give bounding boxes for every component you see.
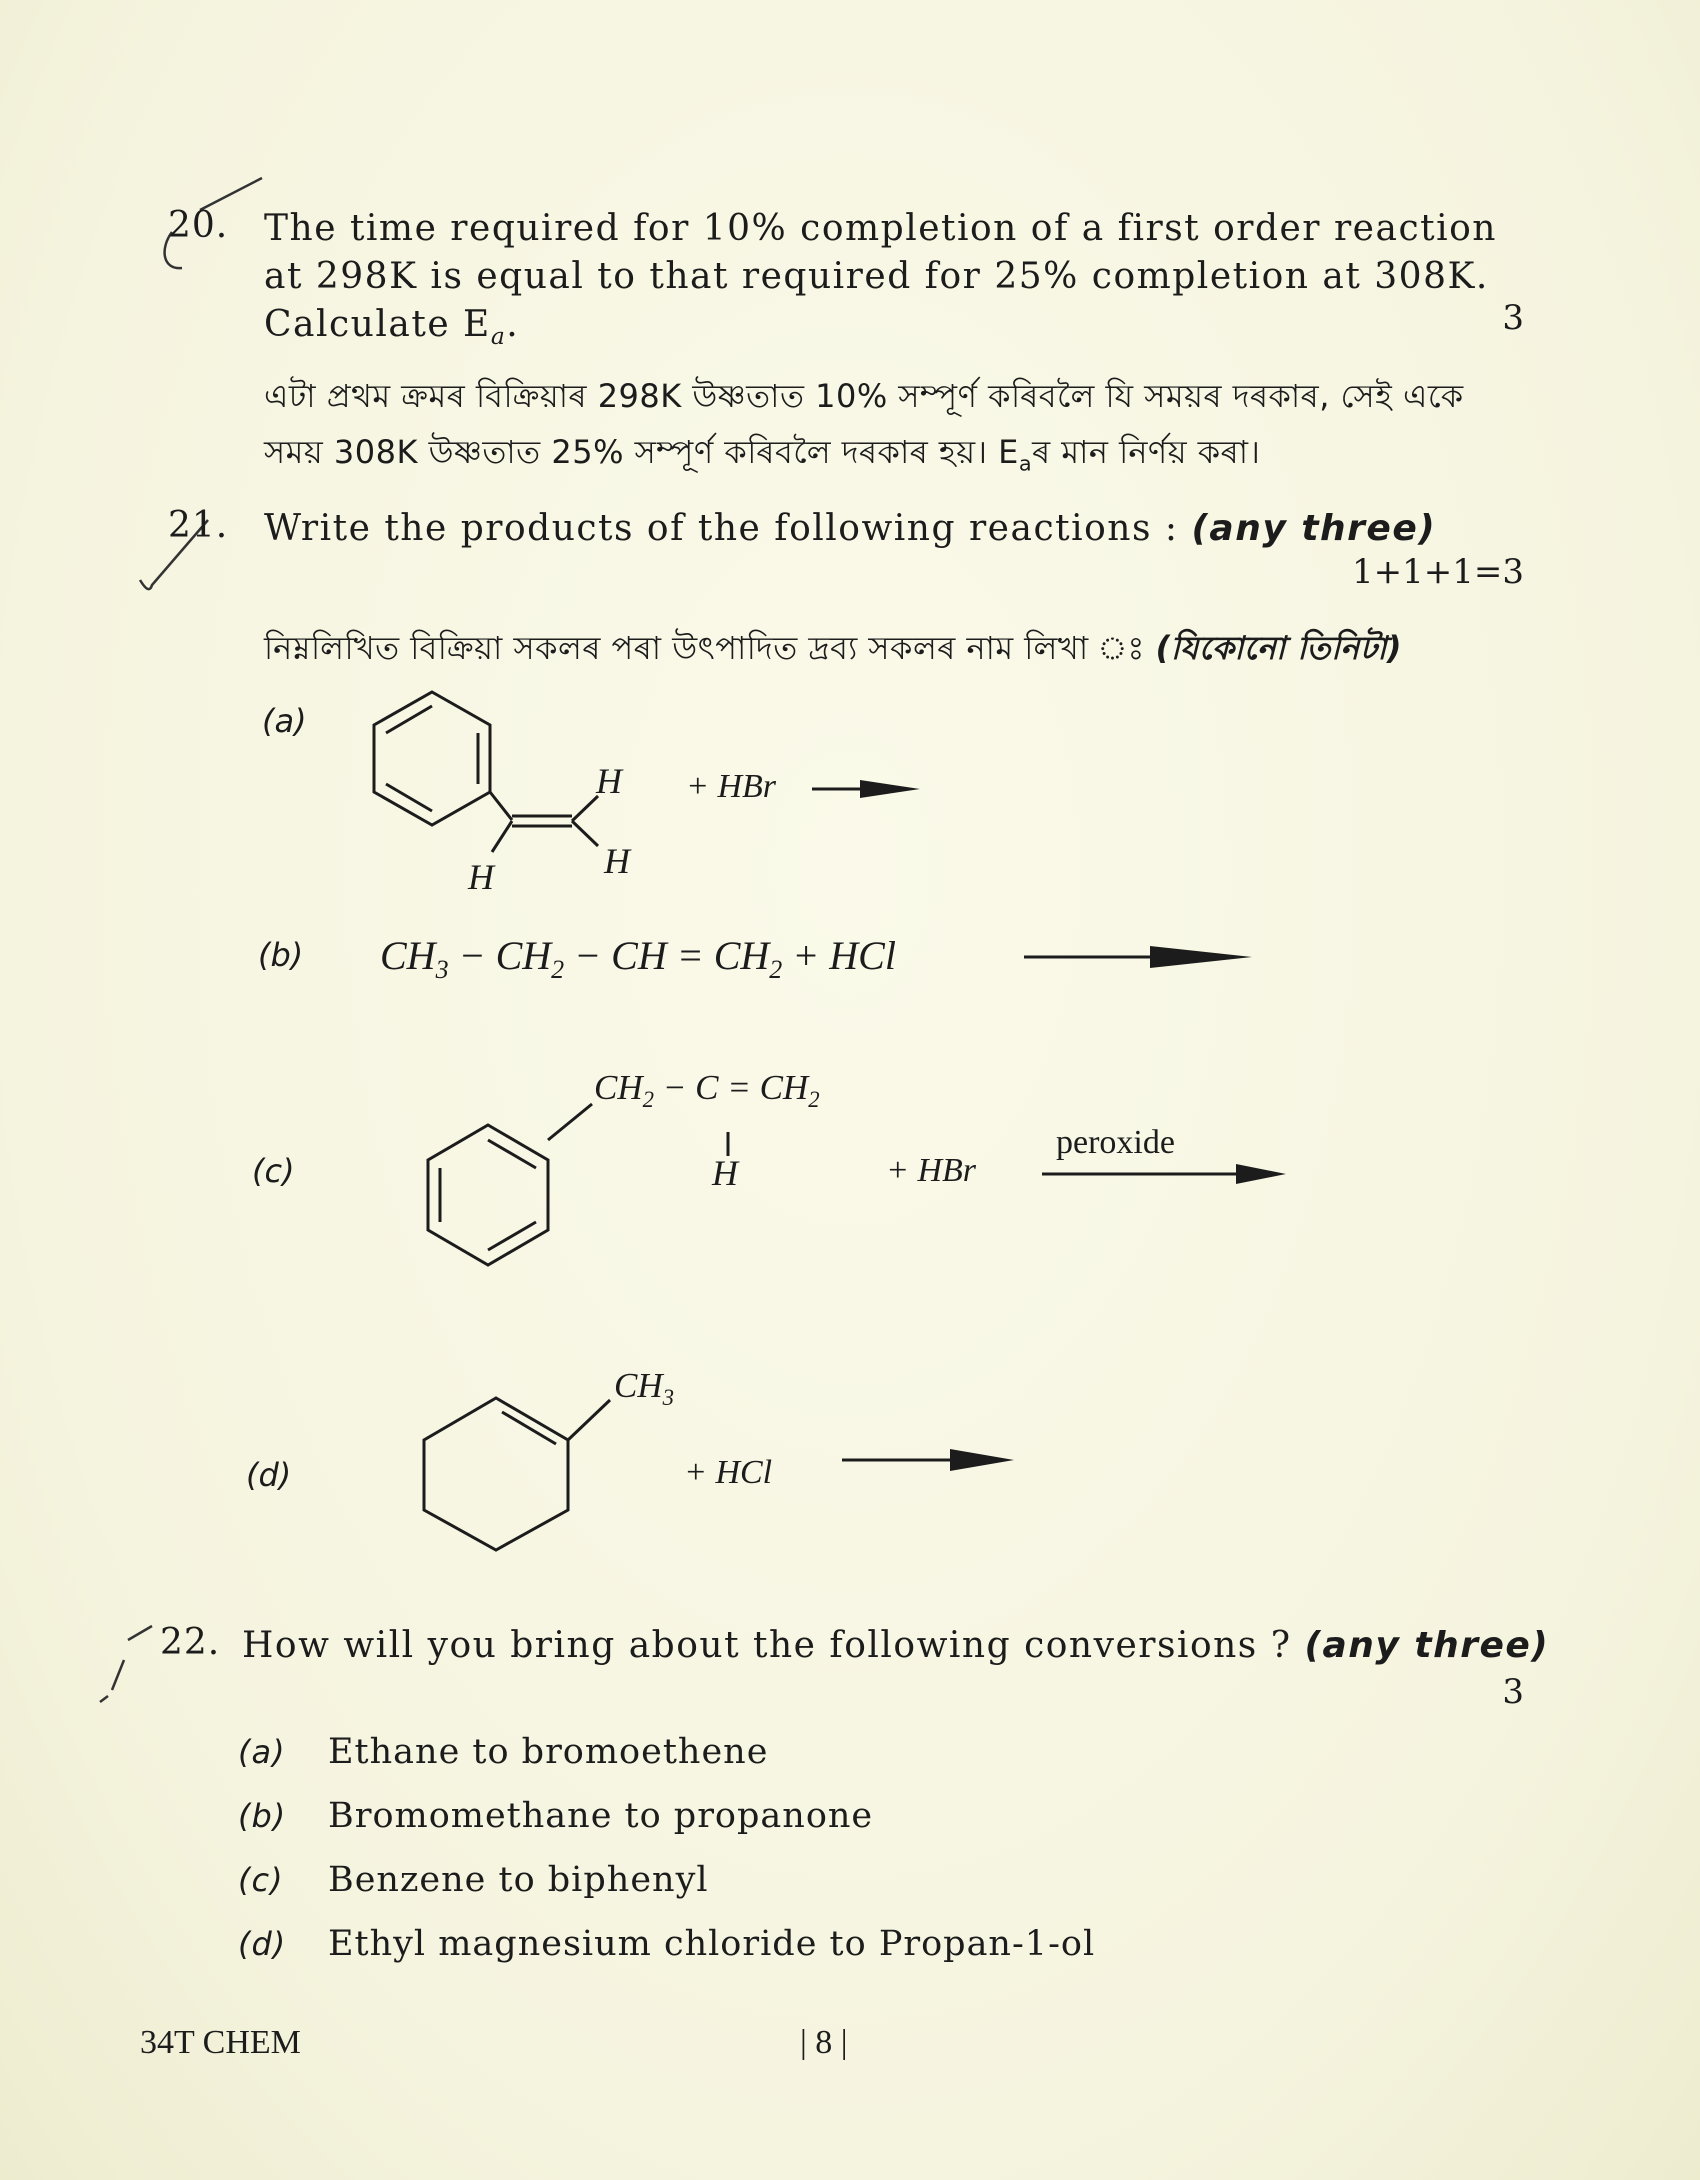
q21-number: 21. [168,505,229,546]
q20-number: 20. [168,205,229,246]
footer-page-number: | 8 | [800,2024,848,2061]
q21-bengali: নিম্নলিখিত বিক্ৰিয়া সকলৰ পৰা উৎপাদিত দ্ৰব্য সকলৰ নাম লিখা ঃ (যিকোনো তিনিটা) [264,629,1403,667]
q22-text: How will you bring about the following conversions ? (any three) [242,1625,1550,1666]
q21c-reagent: + HBr [886,1152,976,1189]
q21c-h: H [712,1153,738,1193]
list-item: (b) Bromomethane to propanone [238,1796,874,1836]
q22-qualifier: (any three) [1304,1625,1550,1666]
q20-line3: Calculate $E_a$. [264,304,520,351]
q22-marks: 3 [1502,1672,1524,1712]
q21c-condition: peroxide [1056,1124,1175,1161]
cyclohexene-ring-d [424,1398,568,1550]
q21a-h-left: H [468,857,494,897]
q20-bengali-line1: এটা প্ৰথম ক্ৰমৰ বিক্ৰিয়াৰ 298K উষ্ণতাত 10% সম্পূৰ্ণ কৰিবলৈ যি সময়ৰ দৰকাৰ, সেই একে [264,377,1464,415]
q21b-label: (b) [258,936,304,974]
q21d-label: (d) [246,1456,292,1494]
q20-line2: at 298K is equal to that required for 25% completion at 308K. [264,256,1489,297]
q21a-h-right: H [604,841,630,881]
q20-bengali-line2: সময় 308K উষ্ণতাত 25% সম্পূৰ্ণ কৰিবলৈ দৰকাৰ হয়। $E_aৰ$ মান নিৰ্ণয় কৰা। [264,433,1261,476]
q21-bengali-qualifier: (যিকোনো তিনিটা) [1155,629,1403,667]
q20-line1: The time required for 10% completion of a first order reaction [264,208,1497,249]
q21a-reagent: + HBr [686,768,776,805]
q20-marks: 3 [1502,298,1524,338]
q21a-label: (a) [262,702,307,740]
q21c-label: (c) [252,1152,295,1190]
list-item: (a) Ethane to bromoethene [238,1732,769,1772]
q21-qualifier: (any three) [1191,508,1437,549]
list-item: (c) Benzene to biphenyl [238,1860,709,1900]
q22-number: 22. [160,1622,221,1663]
q21-text: Write the products of the following reactions : (any three) [264,508,1437,549]
q21c-side-chain: $CH_2 - C = CH_2$ [594,1068,820,1112]
q21a-h-top: H [596,761,622,801]
arrow-d-head [950,1449,1014,1471]
footer-code: 34T CHEM [140,2024,301,2061]
q21d-reagent: + HCl [684,1454,773,1491]
q22-list [238,1732,1095,1988]
list-item: (d) Ethyl magnesium chloride to Propan-1-ol [238,1924,1096,1964]
q21b-equation: $CH_3 - CH_2$ − CH = $CH_2$ + HCl [380,933,896,985]
q21d-methyl: $CH_3$ [614,1366,674,1410]
q21-marks: 1+1+1=3 [1352,552,1524,592]
